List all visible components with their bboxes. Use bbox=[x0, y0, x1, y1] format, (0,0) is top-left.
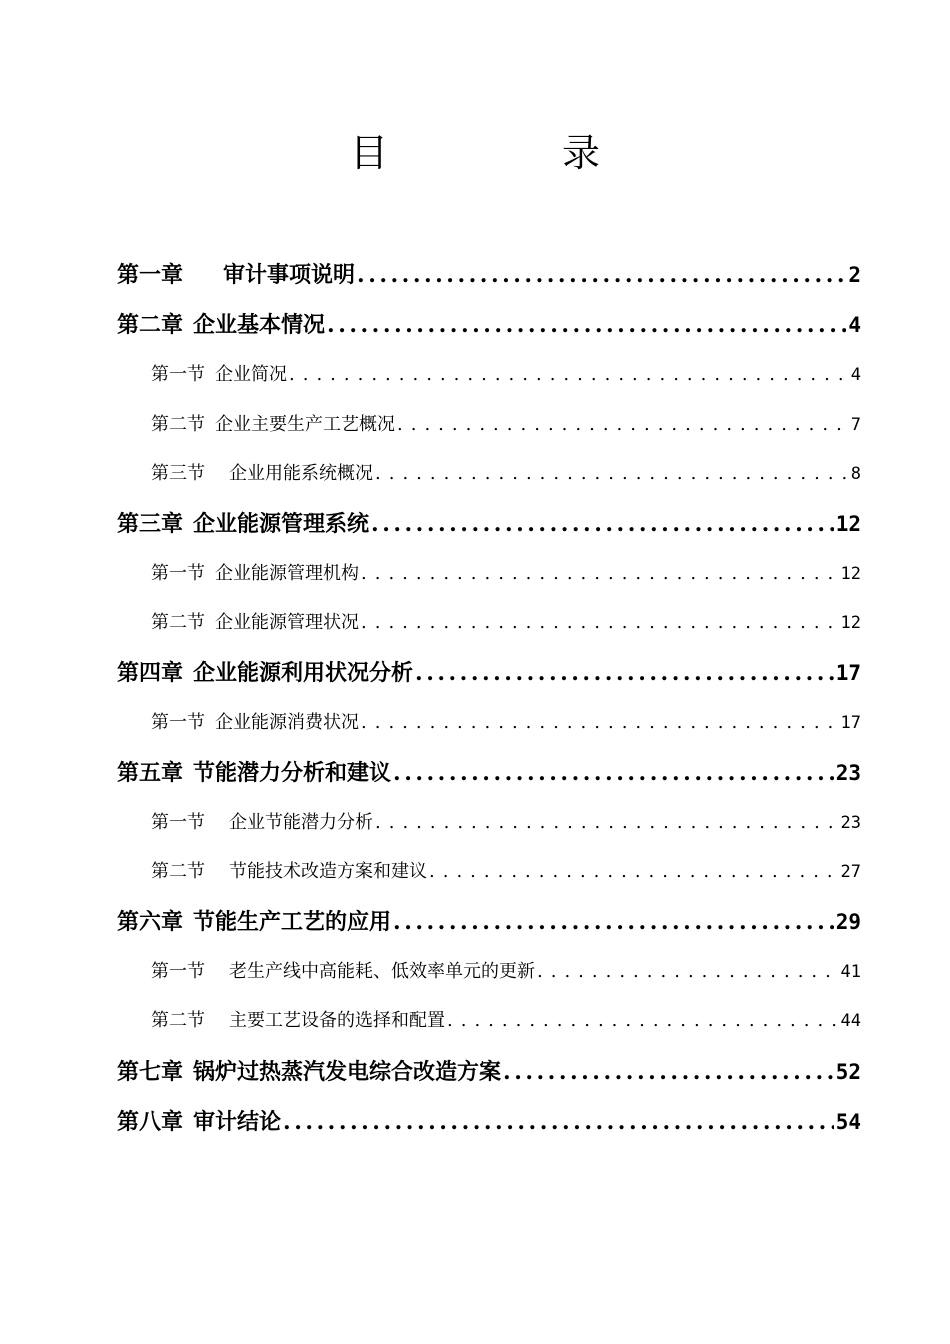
toc-dot-leader bbox=[361, 559, 839, 589]
toc-section-3-1[interactable] bbox=[151, 559, 861, 589]
toc-dot-leader bbox=[503, 1055, 834, 1089]
toc-chapter-7[interactable] bbox=[117, 1055, 861, 1089]
toc-page-number: 12 bbox=[840, 613, 861, 633]
toc-entry-number: 第一节 bbox=[151, 961, 205, 982]
toc-entry-title: 企业简况 bbox=[215, 364, 287, 385]
toc-dot-leader bbox=[375, 459, 849, 489]
toc-page-number: 4 bbox=[848, 313, 861, 337]
toc-entry-number: 第二节 bbox=[151, 1010, 205, 1031]
toc-entry-number: 第一节 bbox=[151, 563, 205, 584]
toc-dot-leader bbox=[283, 1105, 834, 1139]
toc-entry-number: 第二节 bbox=[151, 861, 205, 882]
toc-entry-number: 第一章 bbox=[117, 262, 184, 288]
toc-dot-leader bbox=[361, 608, 839, 638]
toc-section-2-2[interactable] bbox=[151, 410, 861, 440]
toc-page-number: 7 bbox=[850, 415, 861, 435]
toc-dot-leader bbox=[393, 905, 834, 939]
toc-entry-title: 企业能源管理状况 bbox=[215, 612, 359, 633]
toc-chapter-5[interactable] bbox=[117, 756, 861, 790]
toc-entry-number: 第一节 bbox=[151, 812, 205, 833]
toc-dot-leader bbox=[327, 308, 846, 342]
toc-entry-title: 企业节能潜力分析 bbox=[229, 812, 373, 833]
toc-entry-number: 第七章 bbox=[117, 1059, 184, 1085]
toc-entry-title: 节能技术改造方案和建议 bbox=[229, 861, 427, 882]
toc-entry-number: 第二节 bbox=[151, 612, 205, 633]
toc-page-number: 41 bbox=[840, 962, 861, 982]
toc-entry-number: 第五章 bbox=[117, 760, 184, 786]
toc-entry-title: 主要工艺设备的选择和配置 bbox=[229, 1010, 445, 1031]
toc-page-number: 8 bbox=[850, 464, 861, 484]
toc-dot-leader bbox=[371, 507, 834, 541]
toc-section-3-2[interactable] bbox=[151, 608, 861, 638]
toc-chapter-1[interactable] bbox=[117, 258, 861, 292]
toc-entry-title: 锅炉过热蒸汽发电综合改造方案 bbox=[193, 1059, 502, 1085]
toc-dot-leader bbox=[357, 258, 846, 292]
toc-entry-title: 企业能源消费状况 bbox=[215, 712, 359, 733]
toc-entry-title: 审计事项说明 bbox=[223, 262, 356, 288]
toc-dot-leader bbox=[397, 410, 849, 440]
toc-chapter-2[interactable] bbox=[117, 308, 861, 342]
toc-section-5-2[interactable] bbox=[151, 857, 861, 887]
toc-entry-title: 审计结论 bbox=[193, 1109, 282, 1135]
toc-entry-number: 第二章 bbox=[117, 312, 184, 338]
toc-dot-leader bbox=[429, 857, 839, 887]
toc-dot-leader bbox=[537, 957, 839, 987]
toc-entry-title: 企业用能系统概况 bbox=[229, 463, 373, 484]
toc-page-number: 44 bbox=[840, 1011, 861, 1031]
toc-section-2-1[interactable] bbox=[151, 360, 861, 390]
toc-section-4-1[interactable] bbox=[151, 708, 861, 738]
toc-section-5-1[interactable] bbox=[151, 808, 861, 838]
toc-dot-leader bbox=[361, 708, 839, 738]
toc-entry-number: 第一节 bbox=[151, 712, 205, 733]
toc-chapter-6[interactable] bbox=[117, 905, 861, 939]
toc-page-number: 54 bbox=[835, 1110, 861, 1134]
page-title: 目 录 bbox=[349, 131, 668, 175]
toc-page-number: 12 bbox=[840, 564, 861, 584]
toc-entry-title: 企业能源管理系统 bbox=[193, 511, 370, 537]
toc-page-number: 52 bbox=[835, 1060, 861, 1084]
toc-entry-number: 第一节 bbox=[151, 364, 205, 385]
toc-entry-number: 第八章 bbox=[117, 1109, 184, 1135]
toc-dot-leader bbox=[375, 808, 839, 838]
toc-page-number: 29 bbox=[835, 910, 861, 934]
toc-page-number: 17 bbox=[840, 713, 861, 733]
toc-entry-title: 企业能源管理机构 bbox=[215, 563, 359, 584]
toc-page-number: 17 bbox=[835, 661, 861, 685]
toc-entry-number: 第四章 bbox=[117, 660, 184, 686]
toc-chapter-3[interactable] bbox=[117, 507, 861, 541]
toc-dot-leader bbox=[289, 360, 849, 390]
toc-entry-number: 第二节 bbox=[151, 414, 205, 435]
toc-chapter-8[interactable] bbox=[117, 1105, 861, 1139]
toc-entry-title: 企业能源利用状况分析 bbox=[193, 660, 414, 686]
toc-dot-leader bbox=[447, 1006, 839, 1036]
toc-page-number: 2 bbox=[848, 263, 861, 287]
toc-section-6-2[interactable] bbox=[151, 1006, 861, 1036]
toc-entry-title: 企业基本情况 bbox=[193, 312, 326, 338]
toc-dot-leader bbox=[415, 656, 834, 690]
toc-page-number: 27 bbox=[840, 862, 861, 882]
toc-entry-number: 第六章 bbox=[117, 909, 184, 935]
toc-page-number: 23 bbox=[835, 761, 861, 785]
toc-dot-leader bbox=[393, 756, 834, 790]
toc-entry-title: 节能潜力分析和建议 bbox=[193, 760, 392, 786]
toc-chapter-4[interactable] bbox=[117, 656, 861, 690]
toc-page-number: 23 bbox=[840, 813, 861, 833]
toc-entry-title: 节能生产工艺的应用 bbox=[193, 909, 392, 935]
toc-section-2-3[interactable] bbox=[151, 459, 861, 489]
toc-section-6-1[interactable] bbox=[151, 957, 861, 987]
toc-page-number: 12 bbox=[835, 512, 861, 536]
toc-entry-number: 第三章 bbox=[117, 511, 184, 537]
toc-entry-title: 企业主要生产工艺概况 bbox=[215, 414, 395, 435]
toc-entry-number: 第三节 bbox=[151, 463, 205, 484]
toc-entry-title: 老生产线中高能耗、低效率单元的更新 bbox=[229, 961, 535, 982]
toc-page-number: 4 bbox=[850, 365, 861, 385]
